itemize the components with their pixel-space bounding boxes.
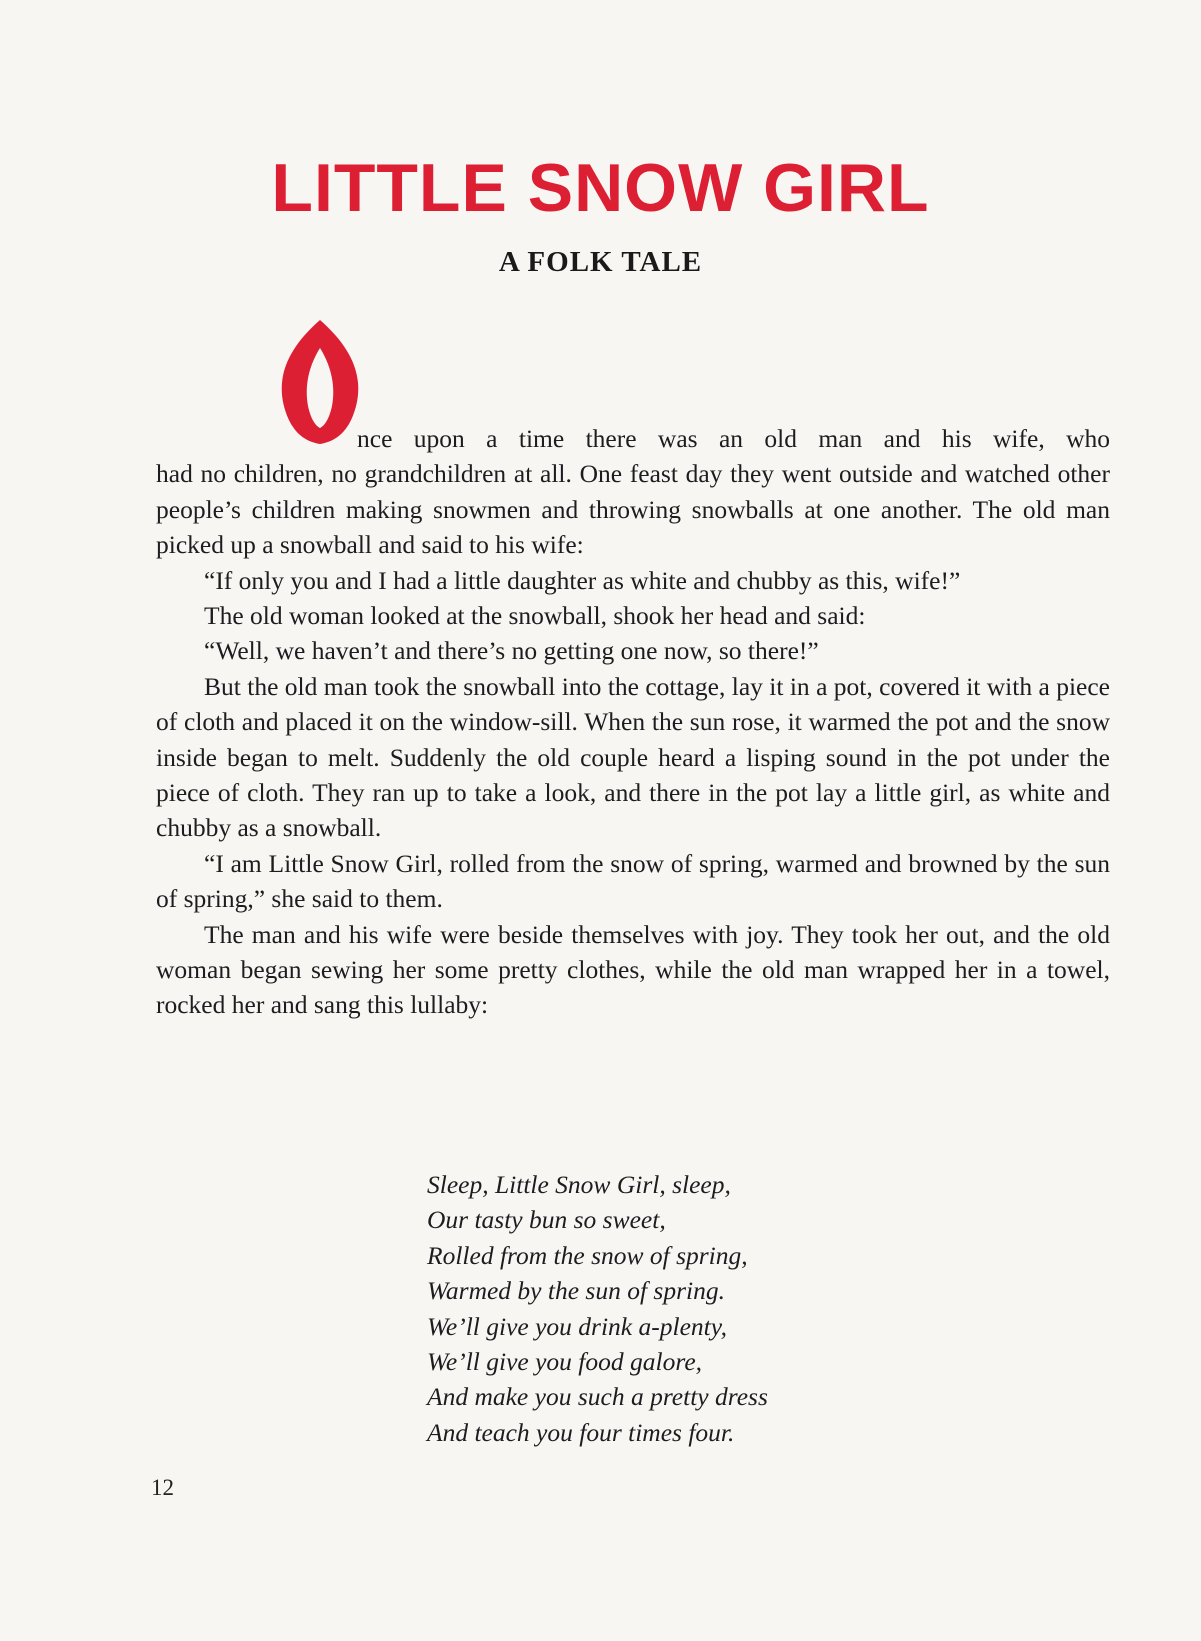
page-number: 12: [151, 1475, 174, 1500]
poem-line: Warmed by the sun of spring.: [427, 1276, 725, 1306]
paragraph-6: “I am Little Snow Girl, rolled from the snow of spring, warmed and browned by the sun of spring,” she said to them.: [156, 848, 1110, 914]
poem-line: We’ll give you drink a-plenty,: [427, 1311, 728, 1341]
opening-line: nce upon a time there was an old man and his wife, who: [357, 424, 1110, 453]
poem-line: Rolled from the snow of spring,: [427, 1240, 748, 1270]
lullaby-poem: [427, 1167, 1067, 1450]
poem-line: Sleep, Little Snow Girl, sleep,: [427, 1170, 731, 1199]
paragraph-3: The old woman looked at the snowball, shook her head and said:: [204, 601, 866, 631]
story-title: LITTLE SNOW GIRL: [271, 150, 930, 226]
paragraph-7: The man and his wife were beside themselves with joy. They took her out, and the old woman began sewing her some pretty clothes, while the old man wrapped her in a towel, rocked her and sang this lullaby:: [156, 919, 1110, 1020]
paragraph-1: had no children, no grandchildren at all. One feast day they went outside and watched other people’s children making snowmen and throwing snowballs at one another. The old man picked up a snowball and said to his wife:: [156, 459, 1110, 560]
poem-line: Our tasty bun so sweet,: [427, 1205, 666, 1235]
paragraph-4: “Well, we haven’t and there’s no getting one now, so there!”: [204, 636, 819, 666]
paragraph-5: But the old man took the snowball into the cottage, lay it in a pot, covered it with a piece of cloth and placed it on the window-sill. When the sun rose, it warmed the pot and the snow inside began to melt. Suddenly the old couple heard a lisping sound in the pot under the piece of cloth. They ran up to take a look, and there in the pot lay a little girl, as white and chubby as a snowball.: [156, 671, 1110, 843]
poem-line: We’ll give you food galore,: [427, 1347, 703, 1377]
poem-line: And make you such a pretty dress: [427, 1382, 768, 1412]
poem-line: And teach you four times four.: [427, 1417, 735, 1447]
story-body: [156, 421, 1110, 1023]
story-subtitle: A FOLK TALE: [498, 246, 703, 278]
paragraph-2: “If only you and I had a little daughter as white and chubby as this, wife!”: [204, 565, 961, 595]
